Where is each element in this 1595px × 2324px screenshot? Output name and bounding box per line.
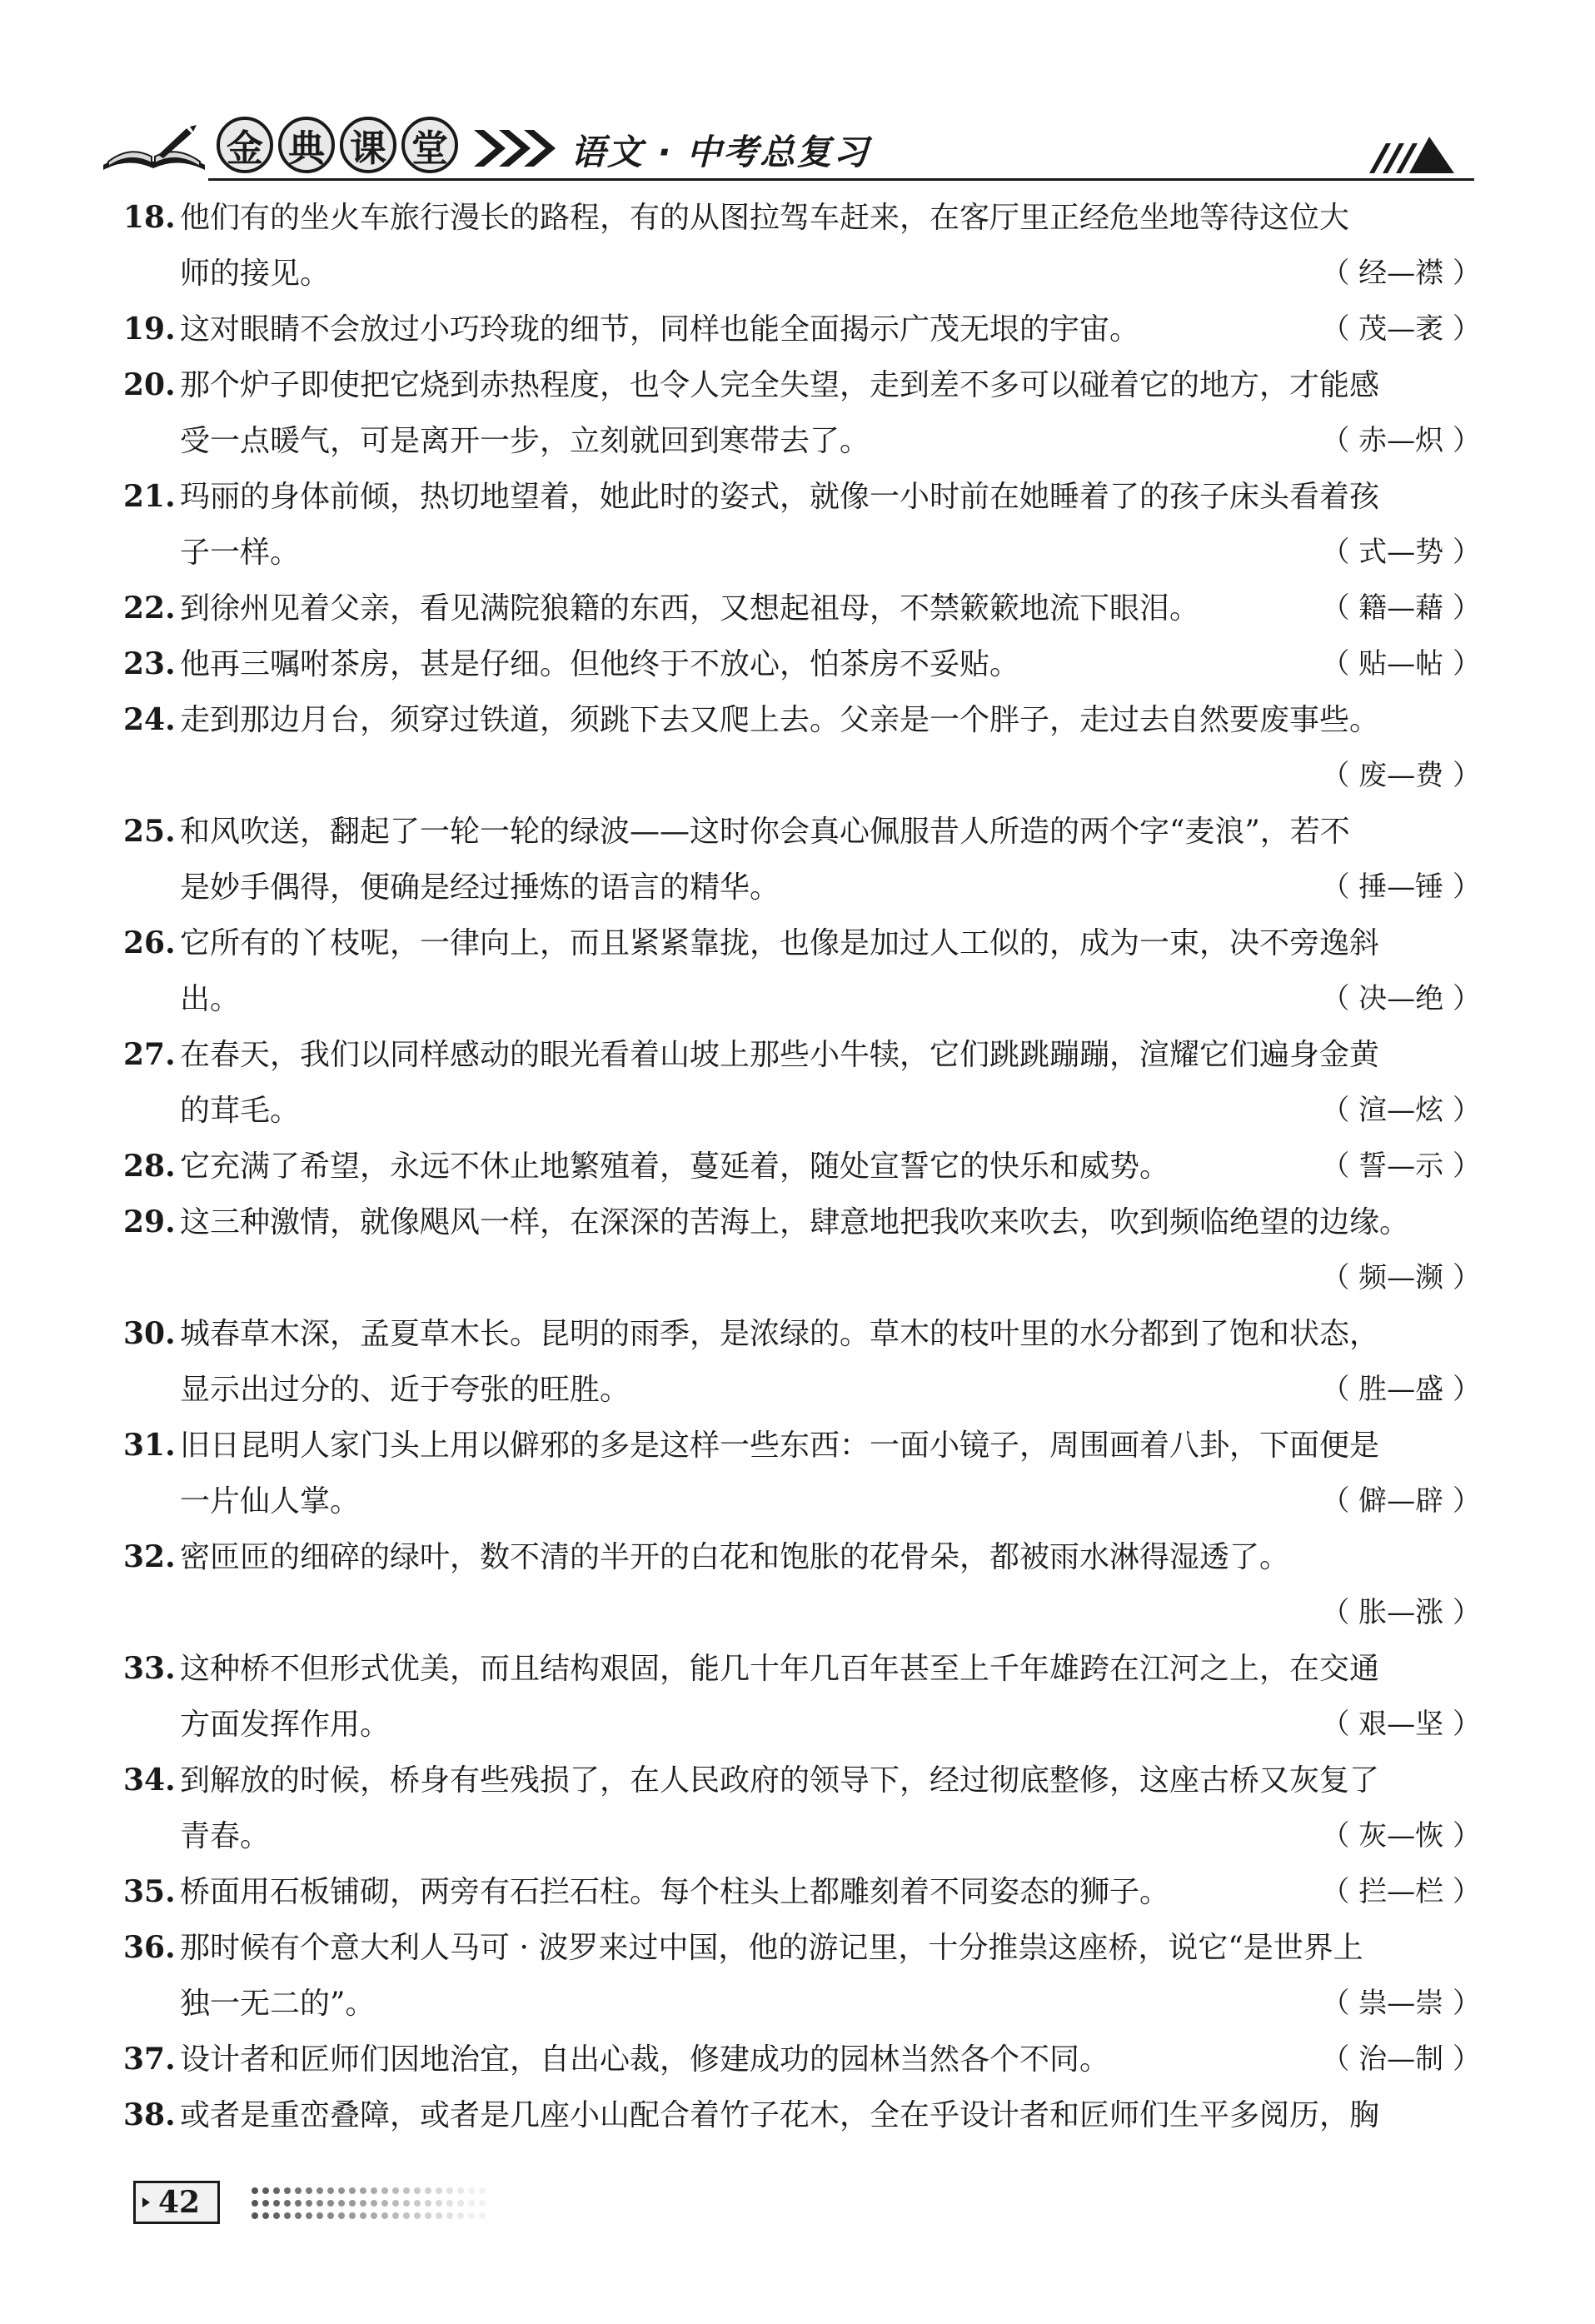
answer-correction: （ 式—势 ） [1321,536,1481,569]
exercise-line [123,1697,1481,1753]
exercise-number: 37. [123,2042,176,2077]
answer-correction: （ 频—濒 ） [1321,1261,1481,1294]
decoration-dot [403,2187,410,2194]
decoration-dot [403,2200,410,2207]
exercise-line [123,302,1481,357]
exercise-text: 这种桥不但形式优美，而且结构艰固，能几十年几百年甚至上千年雄跨在江河之上，在交通 [180,1652,1380,1686]
decoration-dot [371,2187,377,2194]
answer-row [123,1250,1481,1306]
answer-correction: （ 经—襟 ） [1321,257,1481,290]
exercise-text: 的茸毛。 [180,1094,301,1128]
brand-char: 典 [278,117,335,173]
decoration-dot [349,2200,356,2207]
exercise-number: 33. [123,1651,176,1686]
decoration-dot [252,2200,258,2207]
exercise-text: 密匝匝的细碎的绿叶，数不清的半开的白花和饱胀的花骨朵，都被雨水淋得湿透了。 [180,1540,1290,1574]
exercise-text: 玛丽的身体前倾，热切地望着，她此时的姿式，就像一小时前在她睡着了的孩子床头看着孩 [180,480,1380,514]
answer-correction: （ 誓—示 ） [1321,1150,1481,1183]
decoration-dot [360,2200,366,2207]
dot-pattern-decoration [250,2184,500,2222]
exercise-text: 一片仙人掌。 [180,1484,361,1519]
answer-correction: （ 籍—藉 ） [1321,591,1481,625]
exercise-number: 36. [123,1930,176,1965]
exercise-text: 这对眼睛不会放过小巧玲珑的细节，同样也能全面揭示广茂无垠的宇宙。 [180,312,1140,347]
decoration-dot [392,2200,399,2207]
triangle-bullet-icon [142,2197,150,2207]
exercise-line [123,860,1481,915]
exercise-item [123,692,1481,804]
page-header [100,108,1474,183]
exercise-line [123,357,1481,413]
exercise-item [123,1194,1481,1306]
exercise-line [123,1139,1481,1194]
answer-correction: （ 赤—炽 ） [1321,424,1481,457]
decoration-dot [414,2187,421,2194]
exercise-line [123,1920,1481,1976]
exercise-line [123,1529,1481,1585]
exercise-text: 或者是重峦叠障，或者是几座小山配合着竹子花木，全在乎设计者和匠师们生平多阅历，胸 [180,2098,1380,2132]
exercise-item [123,1529,1481,1641]
brand-char: 课 [340,117,396,173]
exercise-text: 是妙手偶得，便确是经过捶炼的语言的精华。 [180,870,780,905]
exercise-item [123,302,1481,357]
exercise-item [123,1027,1481,1139]
exercise-line [123,636,1481,692]
answer-row [123,748,1481,804]
exercise-text: 它充满了希望，永远不休止地繁殖着，蔓延着，随处宣誓它的快乐和威势。 [180,1150,1170,1184]
decoration-dot [360,2187,366,2194]
answer-correction: （ 贴—帖 ） [1321,647,1481,681]
decoration-dot [284,2187,291,2194]
exercise-item [123,636,1481,692]
decoration-dot [479,2200,486,2207]
exercise-text: 走到那边月台，须穿过铁道，须跳下去又爬上去。父亲是一个胖子，走过去自然要废事些。 [180,703,1380,737]
decoration-dot [306,2200,312,2207]
exercise-item [123,1306,1481,1418]
exercise-line [123,469,1481,525]
exercise-text: 在春天，我们以同样感动的眼光看着山坡上那些小牛犊，它们跳跳蹦蹦，渲耀它们遍身金黄 [180,1038,1380,1072]
exercise-line [123,2087,1481,2143]
exercise-text: 师的接见。 [180,257,331,291]
answer-row [123,1585,1481,1641]
decoration-dot [414,2212,421,2219]
header-rule [208,178,1474,181]
exercise-text: 到解放的时候，桥身有些残损了，在人民政府的领导下，经过彻底整修，这座古桥又灰复了 [180,1763,1380,1798]
exercise-text: 显示出过分的、近于夸张的旺胜。 [180,1373,631,1407]
brand-char: 金 [217,117,273,173]
answer-correction: （ 茂—袤 ） [1321,312,1481,346]
exercise-text: 受一点暖气，可是离开一步，立刻就回到寒带去了。 [180,424,870,458]
exercise-text: 旧日昆明人家门头上用以僻邪的多是这样一些东西：一面小镜子，周围画着八卦，下面便是 [180,1429,1380,1463]
exercise-line [123,1976,1481,2032]
exercise-number: 20. [123,367,176,402]
double-chevron-icon [471,123,562,173]
exercise-number: 28. [123,1149,176,1184]
exercise-text: 方面发挥作用。 [180,1708,391,1742]
exercise-line [123,1753,1481,1808]
exercise-number: 32. [123,1539,176,1574]
exercise-text: 和风吹送，翻起了一轮一轮的绿波——这时你会真心佩服昔人所造的两个字“麦浪”，若不 [180,815,1350,849]
exercise-number: 19. [123,312,176,347]
decoration-dot [284,2212,291,2219]
decoration-dot [273,2200,280,2207]
decoration-dot [479,2187,486,2194]
exercise-line [123,413,1481,469]
decoration-dot [403,2212,410,2219]
decoration-dot [436,2200,442,2207]
decoration-dot [327,2212,334,2219]
decoration-dot [479,2212,486,2219]
decoration-dot [392,2187,399,2194]
exercise-number: 24. [123,702,176,737]
exercise-line [123,246,1481,302]
decoration-dot [446,2200,453,2207]
decoration-dot [306,2187,312,2194]
exercise-text: 桥面用石板铺砌，两旁有石拦石柱。每个柱头上都雕刻着不同姿态的狮子。 [180,1875,1170,1909]
exercise-line [123,692,1481,748]
decoration-dot [262,2200,269,2207]
decoration-dot [414,2200,421,2207]
decoration-dot [252,2187,258,2194]
exercise-number: 18. [123,200,176,235]
exercise-line [123,190,1481,246]
decoration-dot [392,2212,399,2219]
decoration-dot [295,2187,302,2194]
decoration-dot [338,2187,345,2194]
exercise-number: 30. [123,1316,176,1351]
exercise-number: 31. [123,1428,176,1463]
exercise-line [123,1027,1481,1083]
answer-correction: （ 渲—炫 ） [1321,1094,1481,1127]
decoration-dot [284,2200,291,2207]
exercise-item [123,1920,1481,2032]
exercise-item [123,469,1481,581]
exercise-line [123,1864,1481,1920]
decoration-dot [327,2187,334,2194]
page-number: 42 [158,2185,201,2220]
decoration-dot [317,2187,323,2194]
exercise-line [123,1083,1481,1139]
exercise-text: 那个炉子即使把它烧到赤热程度，也令人完全失望，走到差不多可以碰着它的地方，才能感 [180,368,1380,402]
exercise-line [123,581,1481,636]
decoration-dot [381,2212,388,2219]
answer-correction: （ 决—绝 ） [1321,982,1481,1015]
decoration-dot [262,2212,269,2219]
exercise-number: 25. [123,814,176,849]
slash-triangle-mark-icon [1349,127,1474,177]
exercise-line [123,1808,1481,1864]
exercise-text: 设计者和匠师们因地治宜，自出心裁，修建成功的园林当然各个不同。 [180,2042,1110,2077]
decoration-dot [317,2200,323,2207]
exercise-item [123,2032,1481,2087]
exercise-number: 29. [123,1204,176,1239]
decoration-dot [327,2200,334,2207]
exercise-item [123,581,1481,636]
exercise-item [123,357,1481,469]
exercise-line [123,971,1481,1027]
brand-char: 堂 [401,117,458,173]
answer-correction: （ 胀—涨 ） [1321,1596,1481,1629]
exercise-item [123,1641,1481,1753]
subject-title: 语文 · 中考总复习 [571,132,870,172]
answer-correction: （ 僻—辟 ） [1321,1484,1481,1518]
exercise-text: 子一样。 [180,536,301,570]
exercise-line [123,1362,1481,1418]
decoration-dot [457,2187,464,2194]
exercise-text: 这三种激情，就像飓风一样，在深深的苦海上，肆意地把我吹来吹去，吹到频临绝望的边缘。 [180,1205,1410,1239]
exercise-text: 他再三嘱咐茶房，甚是仔细。但他终于不放心，怕茶房不妥贴。 [180,647,1020,681]
exercise-line [123,1418,1481,1474]
decoration-dot [381,2187,388,2194]
exercise-number: 21. [123,479,176,514]
exercise-text: 独一无二的”。 [180,1987,376,2021]
exercise-number: 22. [123,591,176,626]
decoration-dot [371,2212,377,2219]
exercise-text: 那时候有个意大利人马可 · 波罗来过中国，他的游记里，十分推祟这座桥，说它“是世界上 [180,1931,1363,1965]
exercise-item [123,1753,1481,1864]
decoration-dot [425,2212,431,2219]
exercise-number: 26. [123,925,176,960]
decoration-dot [252,2212,258,2219]
exercise-number: 35. [123,1874,176,1909]
exercise-line [123,2032,1481,2087]
exercise-line [123,1641,1481,1697]
exercise-text: 青春。 [180,1819,271,1853]
exercise-item [123,915,1481,1027]
decoration-dot [436,2212,442,2219]
exercise-line [123,915,1481,971]
exercise-item [123,1864,1481,1920]
decoration-dot [262,2187,269,2194]
decoration-dot [317,2212,323,2219]
decoration-dot [425,2187,431,2194]
decoration-dot [360,2212,366,2219]
exercise-list [123,190,1481,2143]
exercise-number: 23. [123,646,176,681]
exercise-number: 34. [123,1763,176,1798]
decoration-dot [338,2212,345,2219]
exercise-line [123,804,1481,860]
answer-correction: （ 祟—崇 ） [1321,1987,1481,2020]
open-book-pen-logo-icon [100,123,208,172]
answer-correction: （ 艰—坚 ） [1321,1708,1481,1741]
decoration-dot [349,2212,356,2219]
decoration-dot [457,2200,464,2207]
decoration-dot [425,2200,431,2207]
exercise-line [123,525,1481,581]
decoration-dot [306,2212,312,2219]
decoration-dot [468,2212,475,2219]
decoration-dot [273,2212,280,2219]
exercise-line [123,1474,1481,1529]
answer-correction: （ 废—费 ） [1321,759,1481,792]
page-number-box [133,2181,220,2224]
decoration-dot [446,2212,453,2219]
decoration-dot [446,2187,453,2194]
decoration-dot [457,2212,464,2219]
exercise-text: 出。 [180,982,241,1016]
decoration-dot [295,2212,302,2219]
exercise-text: 它所有的丫枝呢，一律向上，而且紧紧靠拢，也像是加过人工似的，成为一束，决不旁逸斜 [180,926,1380,960]
exercise-text: 到徐州见着父亲，看见满院狼籍的东西，又想起祖母，不禁簌簌地流下眼泪。 [180,591,1200,626]
decoration-dot [338,2200,345,2207]
answer-correction: （ 治—制 ） [1321,2042,1481,2076]
answer-correction: （ 拦—栏 ） [1321,1875,1481,1908]
decoration-dot [381,2200,388,2207]
exercise-item [123,1418,1481,1529]
exercise-text: 他们有的坐火车旅行漫长的路程，有的从图拉驾车赶来，在客厅里正经危坐地等待这位大 [180,201,1350,235]
answer-correction: （ 捶—锤 ） [1321,870,1481,904]
exercise-item [123,804,1481,915]
decoration-dot [349,2187,356,2194]
exercise-line [123,1194,1481,1250]
decoration-dot [468,2187,475,2194]
exercise-line [123,1306,1481,1362]
decoration-dot [273,2187,280,2194]
exercise-number: 38. [123,2097,176,2132]
answer-correction: （ 灰—恢 ） [1321,1819,1481,1853]
exercise-item [123,190,1481,302]
decoration-dot [468,2200,475,2207]
brand-title [217,117,458,177]
exercise-item [123,1139,1481,1194]
exercise-number: 27. [123,1037,176,1072]
exercise-item [123,2087,1481,2143]
answer-correction: （ 胜—盛 ） [1321,1373,1481,1406]
decoration-dot [371,2200,377,2207]
decoration-dot [295,2200,302,2207]
decoration-dot [436,2187,442,2194]
exercise-text: 城春草木深，孟夏草木长。昆明的雨季，是浓绿的。草木的枝叶里的水分都到了饱和状态， [180,1317,1380,1351]
